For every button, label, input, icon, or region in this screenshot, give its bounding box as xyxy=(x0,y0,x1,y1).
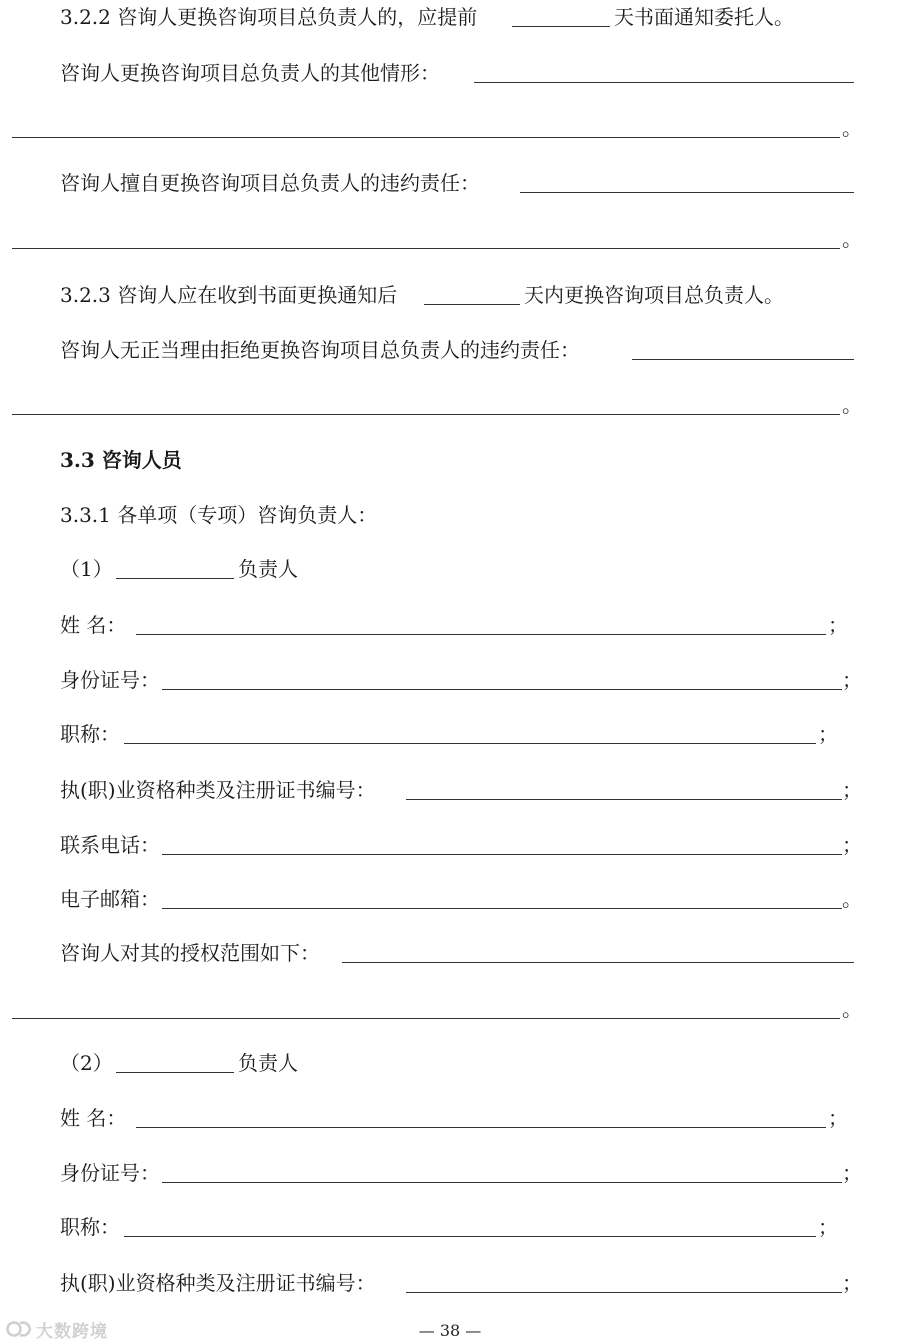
other-cases-line xyxy=(0,56,900,90)
person-1-email-line xyxy=(0,882,900,916)
watermark-text: 大数跨境 xyxy=(36,1321,108,1342)
page-number: — 38 — xyxy=(418,1321,482,1340)
person-1-title-line xyxy=(0,717,900,751)
cert-blank[interactable] xyxy=(406,799,842,800)
id-label: 身份证号： xyxy=(60,1161,160,1185)
cert-label: 执(职)业资格种类及注册证书编号： xyxy=(60,1271,376,1295)
title-label: 职称： xyxy=(60,1215,120,1239)
id-blank[interactable] xyxy=(162,689,842,690)
period-mark: 。 xyxy=(842,393,862,417)
person-2-number: （2） xyxy=(60,1051,113,1075)
person-1-role-label: 负责人 xyxy=(238,557,298,581)
semicolon-mark: ； xyxy=(842,1271,862,1295)
cert-label: 执(职)业资格种类及注册证书编号： xyxy=(60,778,376,802)
clause-3-2-2-text: 3.2.2 咨询人更换咨询项目总负责人的，应提前 xyxy=(60,5,478,29)
refusal-liability-line xyxy=(0,333,900,367)
title-label: 职称： xyxy=(60,722,120,746)
name-blank[interactable] xyxy=(136,634,826,635)
name-label: 姓 名： xyxy=(60,1106,127,1130)
clause-3-3-1-text: 3.3.1 各单项（专项）咨询负责人： xyxy=(60,503,378,527)
refusal-liability-blank[interactable] xyxy=(632,359,854,360)
other-cases-blank-cont[interactable] xyxy=(12,137,840,138)
scope-blank[interactable] xyxy=(342,962,854,963)
period-mark: 。 xyxy=(842,997,862,1021)
cert-blank[interactable] xyxy=(406,1292,842,1293)
email-blank[interactable] xyxy=(162,908,842,909)
email-label: 电子邮箱： xyxy=(60,887,160,911)
days-notice-blank[interactable] xyxy=(512,26,610,27)
scope-label: 咨询人对其的授权范围如下： xyxy=(60,941,320,965)
semicolon-mark: ； xyxy=(828,613,848,637)
clause-3-2-2-line xyxy=(0,0,900,34)
logo-icon xyxy=(6,1319,32,1339)
person-1-specialty-blank[interactable] xyxy=(116,578,234,579)
unauthorized-liability-cont-line xyxy=(0,222,900,256)
clause-3-2-3-text: 3.2.3 咨询人应在收到书面更换通知后 xyxy=(60,283,398,307)
period-mark: 。 xyxy=(842,227,862,251)
semicolon-mark: ； xyxy=(842,668,862,692)
phone-blank[interactable] xyxy=(162,854,842,855)
other-cases-label: 咨询人更换咨询项目总负责人的其他情形： xyxy=(60,61,440,85)
refusal-liability-cont-line xyxy=(0,388,900,422)
unauthorized-liability-label: 咨询人擅自更换咨询项目总负责人的违约责任： xyxy=(60,171,480,195)
other-cases-cont-line xyxy=(0,111,900,145)
person-1-scope-line xyxy=(0,936,900,970)
days-replace-blank[interactable] xyxy=(424,304,520,305)
clause-3-2-3-text-end: 天内更换咨询项目总负责人。 xyxy=(524,283,784,307)
person-2-header xyxy=(0,1046,900,1080)
semicolon-mark: ； xyxy=(828,1106,848,1130)
semicolon-mark: ； xyxy=(842,1161,862,1185)
person-1-phone-line xyxy=(0,828,900,862)
person-1-id-line xyxy=(0,663,900,697)
person-1-name-line xyxy=(0,608,900,642)
refusal-liability-blank-cont[interactable] xyxy=(12,414,840,415)
person-1-cert-line xyxy=(0,773,900,807)
period-mark: 。 xyxy=(842,887,862,911)
person-1-header xyxy=(0,552,900,586)
name-label: 姓 名： xyxy=(60,613,127,637)
section-3-3-heading-line xyxy=(0,443,900,477)
period-mark: 。 xyxy=(842,116,862,140)
id-label: 身份证号： xyxy=(60,668,160,692)
person-1-scope-cont-line xyxy=(0,992,900,1026)
semicolon-mark: ； xyxy=(842,833,862,857)
person-2-specialty-blank[interactable] xyxy=(116,1072,234,1073)
person-1-number: （1） xyxy=(60,557,113,581)
semicolon-mark: ； xyxy=(842,778,862,802)
clause-3-2-2-text-end: 天书面通知委托人。 xyxy=(614,5,794,29)
title-blank[interactable] xyxy=(124,1236,816,1237)
semicolon-mark: ； xyxy=(818,1215,838,1239)
unauthorized-liability-blank-cont[interactable] xyxy=(12,248,840,249)
unauthorized-liability-blank[interactable] xyxy=(520,192,854,193)
person-2-title-line xyxy=(0,1210,900,1244)
section-heading: 3.3 咨询人员 xyxy=(60,448,182,472)
person-2-id-line xyxy=(0,1156,900,1190)
title-blank[interactable] xyxy=(124,743,816,744)
id-blank[interactable] xyxy=(162,1182,842,1183)
watermark xyxy=(6,1316,108,1342)
phone-label: 联系电话： xyxy=(60,833,160,857)
other-cases-blank[interactable] xyxy=(474,82,854,83)
clause-3-3-1-line xyxy=(0,498,900,532)
unauthorized-liability-line xyxy=(0,166,900,200)
refusal-liability-label: 咨询人无正当理由拒绝更换咨询项目总负责人的违约责任： xyxy=(60,338,580,362)
person-2-role-label: 负责人 xyxy=(238,1051,298,1075)
name-blank[interactable] xyxy=(136,1127,826,1128)
semicolon-mark: ； xyxy=(818,722,838,746)
clause-3-2-3-line xyxy=(0,278,900,312)
person-2-cert-line xyxy=(0,1266,900,1300)
scope-blank-cont[interactable] xyxy=(12,1018,840,1019)
person-2-name-line xyxy=(0,1101,900,1135)
